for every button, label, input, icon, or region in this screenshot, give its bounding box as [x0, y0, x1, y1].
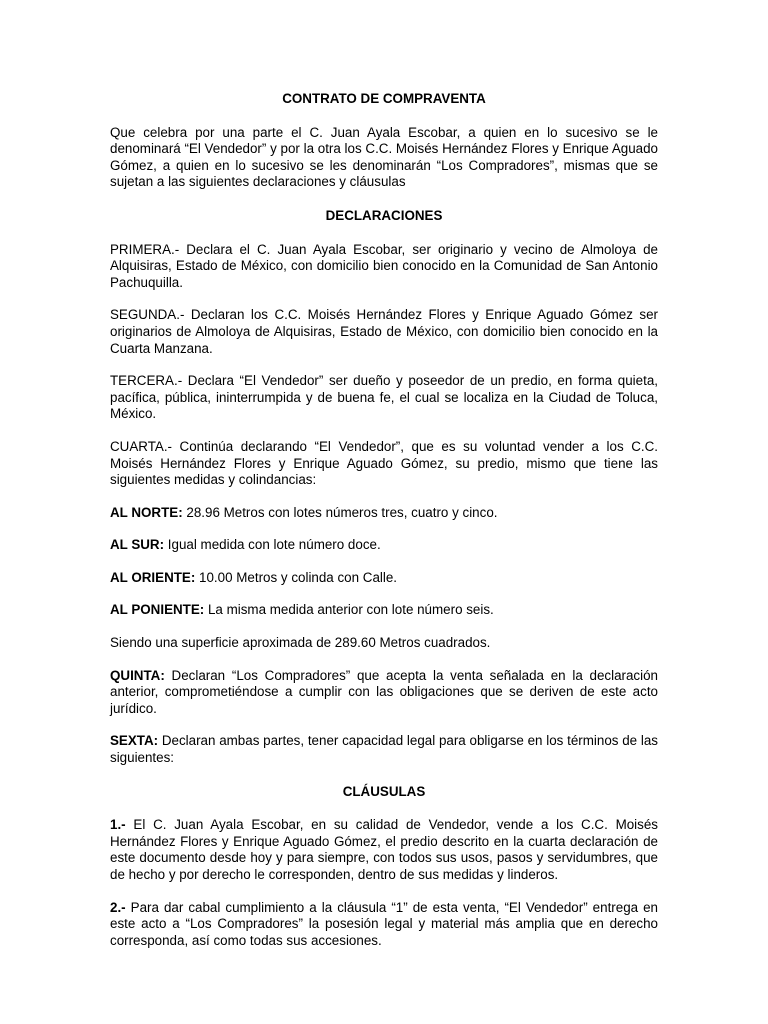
quinta-label: QUINTA:: [110, 667, 165, 683]
medida-sur-label: AL SUR:: [110, 537, 165, 553]
medida-oriente-text: 10.00 Metros y colinda con Calle.: [195, 569, 398, 585]
sexta-text: Declaran ambas partes, tener capacidad legal para obligarse en los términos de las siguientes:: [110, 733, 658, 766]
declaracion-primera: PRIMERA.- Declara el C. Juan Ayala Escobar, ser originario y vecino de Almoloya de Alquisiras, Estado de México, con domicilio bien conocido en la Comunidad de San Antonio Pachuquilla.: [110, 241, 658, 290]
declaracion-sexta: [110, 733, 658, 766]
medida-sur-text: Igual medida con lote número doce.: [164, 537, 381, 553]
declaraciones-heading: DECLARACIONES: [325, 207, 443, 223]
medida-oriente-label: AL ORIENTE:: [110, 569, 196, 585]
medida-oriente: [110, 570, 658, 587]
clausula-2-text: Para dar cabal cumplimiento a la cláusula “1” de esta venta, “El Vendedor” entrega en este acto a “Los Compradores” la posesión legal y material más amplia que en derecho corresponda, así como todas sus accesiones.: [110, 899, 658, 948]
medida-sur: [110, 537, 658, 554]
intro-paragraph: Que celebra por una parte el C. Juan Ayala Escobar, a quien en lo sucesivo se le denominará “El Vendedor” y por la otra los C.C. Moisés Hernández Flores y Enrique Aguado Gómez, a quien en lo sucesivo se les denominarán “Los Compradores”, mismas que se sujetan a las siguientes declaraciones y cláusulas: [110, 124, 658, 190]
clausula-1-label: 1.-: [110, 817, 126, 833]
declaracion-quinta: [110, 668, 658, 718]
declaracion-segunda: SEGUNDA.- Declaran los C.C. Moisés Hernández Flores y Enrique Aguado Gómez ser originarios de Almoloya de Alquisiras, Estado de México, con domicilio bien conocido en la Cuarta Manzana.: [110, 307, 658, 356]
clausulas-heading: CLÁUSULAS: [342, 783, 426, 799]
document-page: [110, 91, 658, 949]
medida-poniente-label: AL PONIENTE:: [110, 602, 205, 618]
document-title: CONTRATO DE COMPRAVENTA: [282, 91, 486, 106]
clausula-1-text: El C. Juan Ayala Escobar, en su calidad de Vendedor, vende a los C.C. Moisés Hernández Flores y Enrique Aguado Gómez, el predio descrito en la cuarta declaración de este documento desde hoy y para siempre, con todos sus usos, pasos y servidumbres, que de hecho y por derecho le corresponden, dentro de sus medidas y linderos.: [110, 817, 658, 882]
medida-poniente-text: La misma medida anterior con lote número seis.: [204, 602, 494, 618]
sexta-label: SEXTA:: [110, 733, 159, 749]
quinta-text: Declaran “Los Compradores” que acepta la venta señalada en la declaración anterior, comprometiéndose a cumplir con las obligaciones que se deriven de este acto jurídico.: [110, 667, 658, 716]
declaracion-tercera: TERCERA.- Declara “El Vendedor” ser dueño y poseedor de un predio, en forma quieta, pacífica, pública, ininterrumpida y de buena fe, el cual se localiza en la Ciudad de Toluca, México.: [110, 373, 658, 422]
clausula-1: [110, 817, 658, 883]
medida-norte-label: AL NORTE:: [110, 504, 183, 520]
medida-poniente: [110, 602, 658, 619]
clausula-2: [110, 900, 658, 950]
clausula-2-label: 2.-: [110, 899, 126, 915]
medida-norte: [110, 505, 658, 522]
superficie-paragraph: Siendo una superficie aproximada de 289.60 Metros cuadrados.: [110, 635, 491, 651]
declaracion-cuarta: CUARTA.- Continúa declarando “El Vendedor”, que es su voluntad vender a los C.C. Moisés Hernández Flores y Enrique Aguado Gómez, su predio, mismo que tiene las siguientes medidas y colindancias:: [110, 438, 658, 488]
medida-norte-text: 28.96 Metros con lotes números tres, cuatro y cinco.: [182, 504, 498, 520]
